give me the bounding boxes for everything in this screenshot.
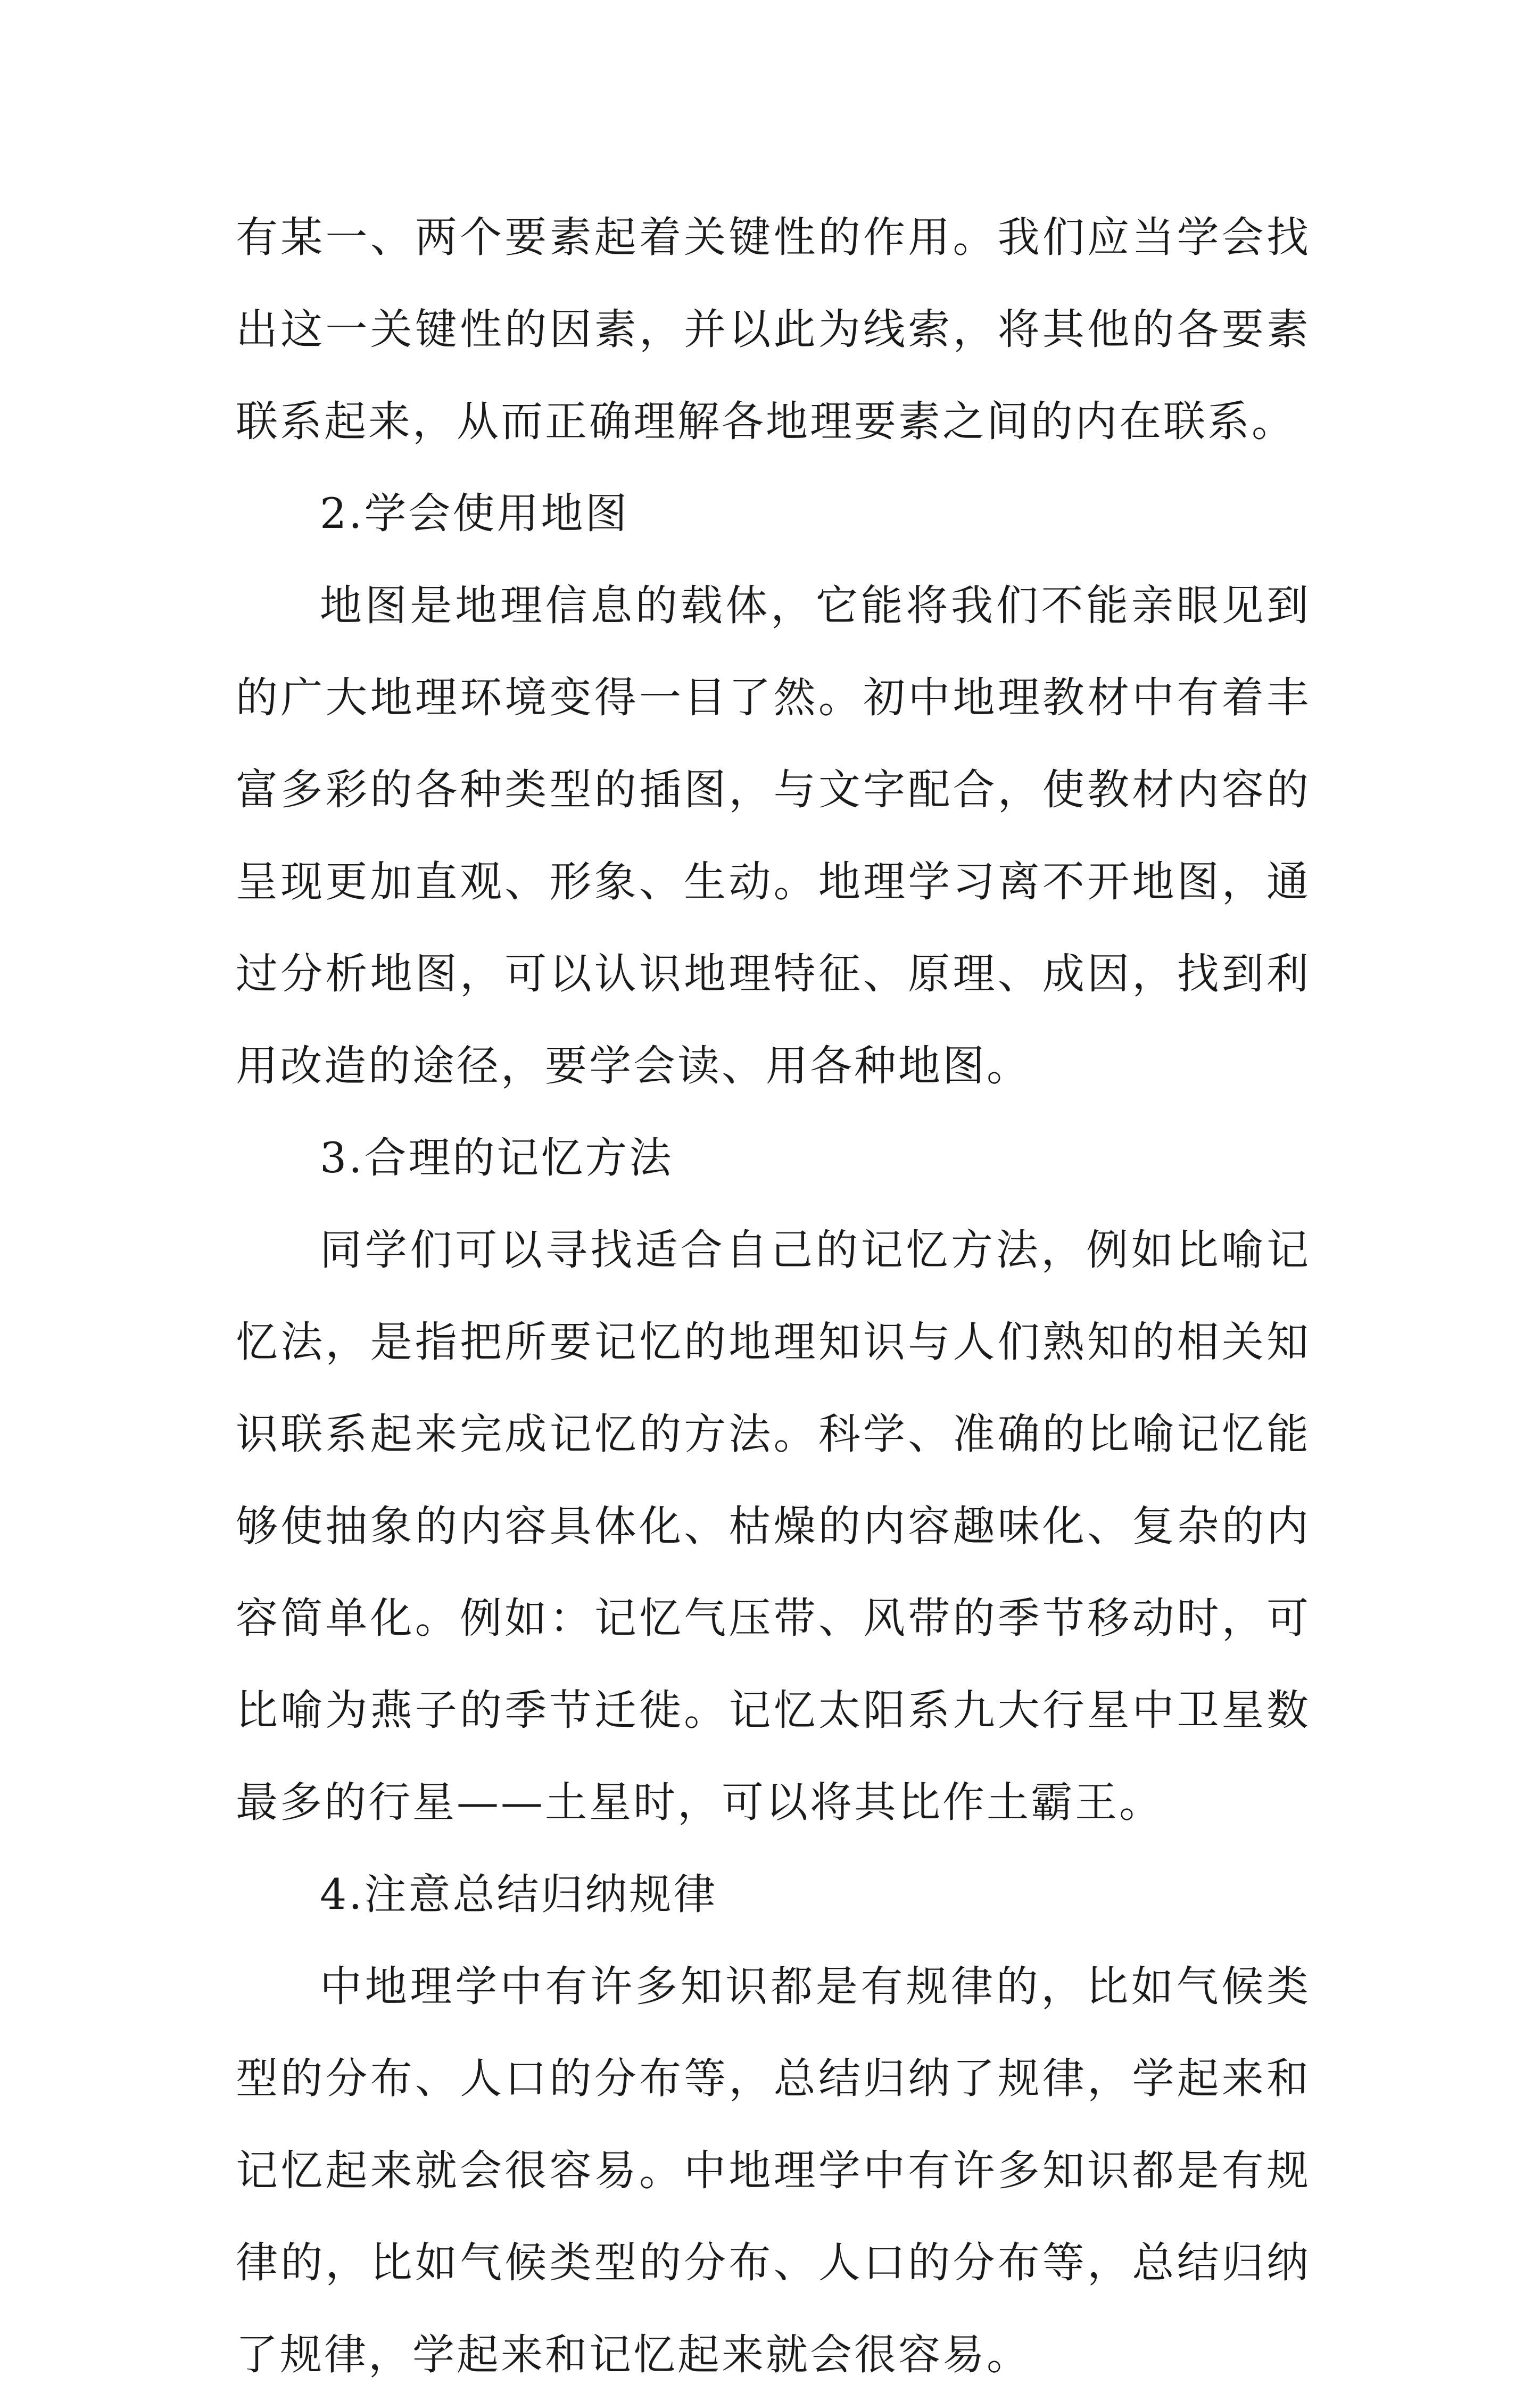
heading-summarize-patterns: 4.注意总结归纳规律 xyxy=(320,1870,718,1919)
heading-memory-methods: 3.合理的记忆方法 xyxy=(320,1133,674,1182)
paragraph-maps: 地图是地理信息的载体，它能将我们不能亲眼见到的广大地理环境变得一目了然。初中地理教材中有着丰富多彩的各种类型的插图，与文字配合，使教材内容的呈现更加直观、形象、生动。地理学习离不开地图，通过分析地图，可以认识地理特征、原理、成因，找到利用改造的途径，要学会读、用各种地图。 xyxy=(236,581,1311,1090)
document-body xyxy=(236,192,1311,2401)
heading-use-maps: 2.学会使用地图 xyxy=(320,489,630,538)
paragraph-key-factors: 有某一、两个要素起着关键性的作用。我们应当学会找出这一关键性的因素，并以此为线索，将其他的各要素联系起来，从而正确理解各地理要素之间的内在联系。 xyxy=(236,213,1311,446)
paragraph-patterns: 中地理学中有许多知识都是有规律的，比如气候类型的分布、人口的分布等，总结归纳了规律，学起来和记忆起来就会很容易。中地理学中有许多知识都是有规律的，比如气候类型的分布、人口的分布等，总结归纳了规律，学起来和记忆起来就会很容易。 xyxy=(236,1962,1311,2379)
paragraph-memory: 同学们可以寻找适合自己的记忆方法，例如比喻记忆法，是指把所要记忆的地理知识与人们熟知的相关知识联系起来完成记忆的方法。科学、准确的比喻记忆能够使抽象的内容具体化、枯燥的内容趣味化、复杂的内容简单化。例如：记忆气压带、风带的季节移动时，可比喻为燕子的季节迁徙。记忆太阳系九大行星中卫星数最多的行星——土星时，可以将其比作土霸王。 xyxy=(236,1226,1311,1827)
